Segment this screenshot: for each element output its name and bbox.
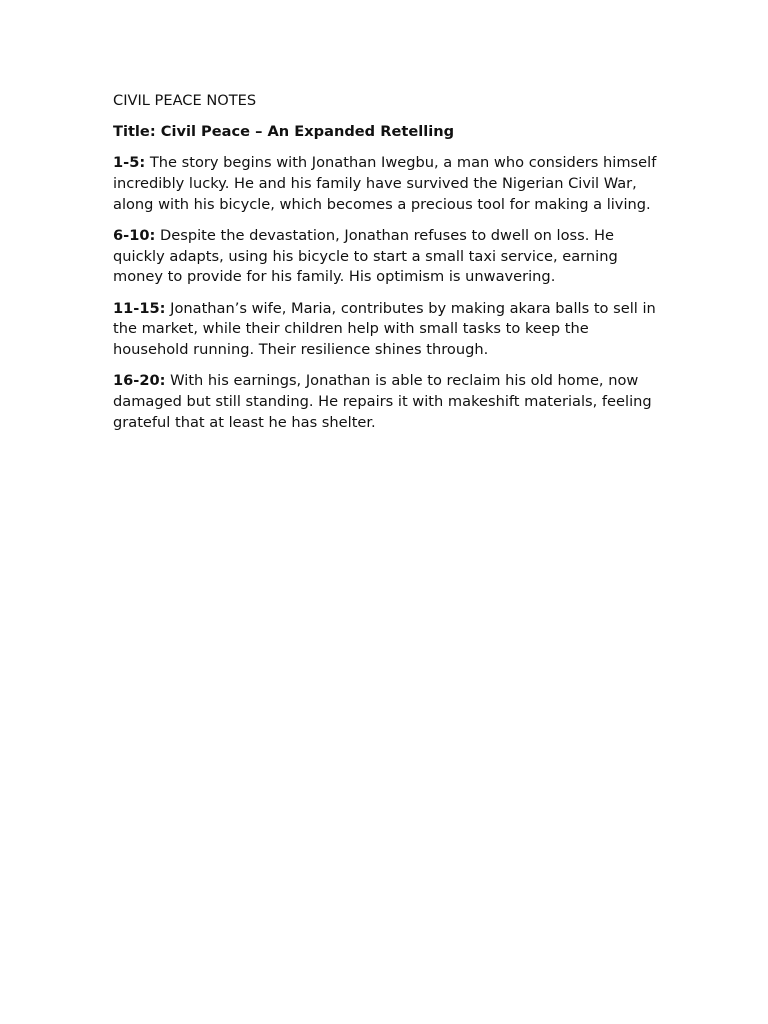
section-paragraph	[113, 371, 661, 433]
section-text: The story begins with Jonathan Iwegbu, a man who considers himself incredibly lucky. He and his family have survived the Nigerian Civil War, along with his bicycle, which becomes a precious tool for making a living.	[113, 154, 657, 213]
section-label: 11-15:	[113, 299, 166, 317]
section-paragraph	[113, 226, 661, 288]
document-title: Title: Civil Peace – An Expanded Retelling	[113, 123, 455, 141]
document-page	[113, 91, 661, 444]
section-paragraph	[113, 299, 661, 361]
document-heading: CIVIL PEACE NOTES	[113, 92, 257, 109]
section-label: 6-10:	[113, 227, 156, 245]
section-paragraph	[113, 153, 661, 215]
section-label: 16-20:	[113, 372, 166, 390]
section-label: 1-5:	[113, 154, 146, 172]
section-text: With his earnings, Jonathan is able to reclaim his old home, now damaged but still standing. He repairs it with makeshift materials, feeling grateful that at least he has shelter.	[113, 372, 652, 431]
section-text: Despite the devastation, Jonathan refuses to dwell on loss. He quickly adapts, using his bicycle to start a small taxi service, earning money to provide for his family. His optimism is unwavering.	[113, 227, 618, 286]
section-text: Jonathan’s wife, Maria, contributes by making akara balls to sell in the market, while their children help with small tasks to keep the household running. Their resilience shines through.	[113, 299, 656, 359]
